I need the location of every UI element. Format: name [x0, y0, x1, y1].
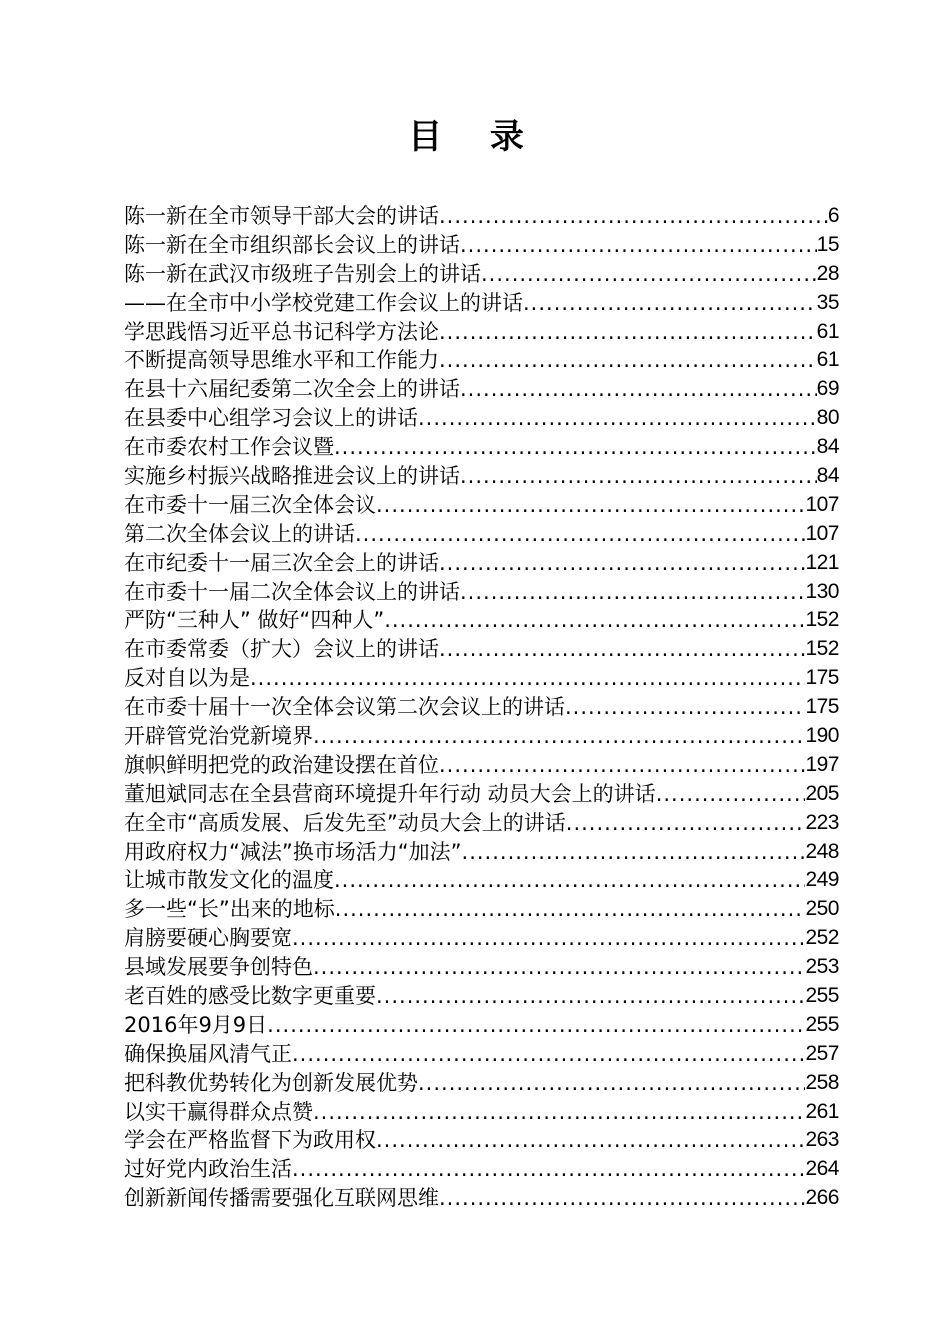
toc-entry[interactable]	[124, 722, 839, 751]
toc-entry-title: 在县委中心组学习会议上的讲话	[124, 406, 418, 431]
toc-entry[interactable]	[124, 1155, 839, 1184]
toc-entry-title: 开辟管党治党新境界	[124, 724, 313, 749]
dot-leader	[656, 780, 806, 809]
toc-entry[interactable]	[124, 693, 839, 722]
table-of-contents	[124, 202, 839, 1213]
toc-entry[interactable]	[124, 1069, 839, 1098]
dot-leader	[292, 1040, 805, 1069]
toc-entry[interactable]	[124, 751, 839, 780]
toc-entry-page-number: 15	[816, 232, 839, 256]
toc-entry-title: 让城市散发文化的温度	[124, 868, 334, 893]
toc-entry-page-number: 152	[805, 637, 839, 661]
toc-entry-title: 在市委十一届三次全体会议	[124, 492, 376, 517]
toc-entry-title: 严防“三种人” 做好“四种人”	[124, 608, 385, 633]
toc-entry[interactable]	[124, 866, 839, 895]
toc-entry-title: 陈一新在全市组织部长会议上的讲话	[124, 232, 460, 257]
toc-entry[interactable]	[124, 924, 839, 953]
toc-entry-page-number: 28	[816, 261, 839, 285]
toc-entry-page-number: 255	[805, 1012, 839, 1036]
toc-entry[interactable]	[124, 895, 839, 924]
dot-leader	[439, 318, 817, 347]
toc-entry[interactable]	[124, 578, 839, 607]
toc-entry[interactable]	[124, 491, 839, 520]
toc-entry-title: 学思践悟习近平总书记科学方法论	[124, 319, 439, 344]
dot-leader	[566, 809, 806, 838]
dot-leader	[439, 549, 805, 578]
toc-entry-page-number: 261	[805, 1099, 839, 1123]
toc-entry[interactable]	[124, 635, 839, 664]
toc-entry[interactable]	[124, 433, 839, 462]
toc-entry-title: 不断提高领导思维水平和工作能力	[124, 348, 439, 373]
toc-entry-title: 老百姓的感受比数字更重要	[124, 984, 376, 1009]
toc-entry-title: 把科教优势转化为创新发展优势	[124, 1070, 418, 1095]
toc-entry-page-number: 84	[816, 435, 839, 459]
dot-leader	[313, 1098, 805, 1127]
toc-entry[interactable]	[124, 404, 839, 433]
toc-entry-title: 陈一新在全市领导干部大会的讲话	[124, 203, 439, 228]
dot-leader	[418, 404, 817, 433]
dot-leader	[313, 722, 805, 751]
toc-entry-page-number: 190	[805, 724, 839, 748]
toc-entry-title: 过好党内政治生活	[124, 1157, 292, 1182]
toc-entry-page-number: 107	[805, 492, 839, 516]
dot-leader	[460, 375, 817, 404]
toc-entry-title: 肩膀要硬心胸要宽	[124, 926, 292, 951]
toc-entry-page-number: 255	[805, 984, 839, 1008]
dot-leader	[565, 693, 805, 722]
dot-leader	[376, 982, 805, 1011]
toc-entry-page-number: 266	[805, 1186, 839, 1210]
toc-entry[interactable]	[124, 838, 839, 867]
toc-entry-page-number: 264	[805, 1157, 839, 1181]
dot-leader	[335, 895, 806, 924]
toc-entry[interactable]	[124, 549, 839, 578]
toc-entry[interactable]	[124, 606, 839, 635]
toc-entry[interactable]	[124, 780, 839, 809]
toc-entry-page-number: 263	[805, 1128, 839, 1152]
toc-entry-title: 反对自以为是	[124, 666, 250, 691]
dot-leader	[292, 924, 805, 953]
toc-entry-title: 县域发展要争创特色	[124, 955, 313, 980]
toc-entry[interactable]	[124, 1040, 839, 1069]
toc-entry[interactable]	[124, 231, 839, 260]
toc-entry-title: 在市委十届十一次全体会议第二次会议上的讲话	[124, 695, 565, 720]
toc-entry[interactable]	[124, 462, 839, 491]
dot-leader	[439, 635, 805, 664]
toc-entry[interactable]	[124, 346, 839, 375]
toc-entry-page-number: 197	[805, 752, 839, 776]
page-title: 目 录	[408, 117, 542, 157]
toc-entry-page-number: 205	[805, 781, 839, 805]
dot-leader	[439, 751, 805, 780]
dot-leader	[460, 231, 817, 260]
toc-entry[interactable]	[124, 202, 839, 231]
toc-entry-title: 多一些“长”出来的地标	[124, 897, 335, 922]
toc-entry-title: 第二次全体会议上的讲话	[124, 521, 355, 546]
toc-entry-title: ——在全市中小学校党建工作会议上的讲话	[124, 290, 523, 315]
toc-entry[interactable]	[124, 953, 839, 982]
toc-entry-page-number: 80	[816, 406, 839, 430]
toc-entry-title: 在市委十一届二次全体会议上的讲话	[124, 579, 460, 604]
dot-leader	[418, 1069, 805, 1098]
toc-entry-title: 在全市“高质发展、后发先至”动员大会上的讲话	[124, 810, 566, 835]
toc-entry-page-number: 257	[805, 1041, 839, 1065]
toc-entry[interactable]	[124, 664, 839, 693]
toc-entry-page-number: 248	[805, 839, 839, 863]
toc-entry[interactable]	[124, 1127, 839, 1156]
dot-leader	[292, 1155, 805, 1184]
toc-entry-page-number: 61	[816, 319, 839, 343]
toc-entry-title: 在市委农村工作会议暨	[124, 435, 334, 460]
toc-entry[interactable]	[124, 318, 839, 347]
dot-leader	[460, 462, 817, 491]
dot-leader	[355, 520, 805, 549]
dot-leader	[376, 1126, 805, 1155]
toc-entry-title: 创新新闻传播需要强化互联网思维	[124, 1186, 439, 1211]
dot-leader	[460, 578, 805, 607]
toc-entry[interactable]	[124, 260, 839, 289]
toc-entry-title: 陈一新在武汉市级班子告别会上的讲话	[124, 261, 481, 286]
toc-entry[interactable]	[124, 289, 839, 318]
toc-entry-title: 董旭斌同志在全县营商环境提升年行动 动员大会上的讲话	[124, 781, 656, 806]
toc-entry-page-number: 35	[816, 290, 839, 314]
dot-leader	[250, 664, 805, 693]
dot-leader	[462, 838, 806, 867]
toc-entry[interactable]	[124, 375, 839, 404]
toc-entry-page-number: 84	[816, 464, 839, 487]
toc-entry[interactable]	[124, 1011, 839, 1040]
toc-entry-title: 学会在严格监督下为政用权	[124, 1128, 376, 1153]
dot-leader	[481, 260, 817, 289]
toc-entry-title: 用政府权力“减法”换市场活力“加法”	[124, 839, 462, 864]
toc-entry[interactable]	[124, 1184, 839, 1213]
dot-leader	[313, 953, 805, 982]
toc-entry-page-number: 252	[805, 926, 839, 950]
toc-entry-title: 2016年9月9日	[124, 1012, 268, 1037]
dot-leader	[334, 866, 805, 895]
toc-entry-page-number: 175	[805, 666, 839, 690]
toc-entry-page-number: 253	[805, 955, 839, 979]
dot-leader	[334, 433, 817, 462]
toc-entry[interactable]	[124, 1098, 839, 1127]
toc-entry-page-number: 249	[805, 868, 839, 892]
dot-leader	[384, 606, 805, 635]
toc-entry-title: 以实干赢得群众点赞	[124, 1099, 313, 1124]
toc-entry-page-number: 223	[805, 810, 839, 834]
toc-entry-title: 在市委常委（扩大）会议上的讲话	[124, 637, 439, 662]
toc-entry-title: 在市纪委十一届三次全会上的讲话	[124, 550, 439, 575]
toc-entry-page-number: 175	[805, 695, 839, 719]
toc-entry[interactable]	[124, 809, 839, 838]
toc-entry-page-number: 69	[816, 377, 839, 401]
dot-leader	[439, 346, 817, 375]
toc-entry-title: 实施乡村振兴战略推进会议上的讲话	[124, 464, 460, 488]
toc-entry-page-number: 61	[816, 348, 839, 372]
dot-leader	[439, 202, 828, 231]
dot-leader	[376, 491, 805, 520]
toc-entry-page-number: 250	[805, 897, 839, 921]
toc-entry-page-number: 152	[805, 608, 839, 632]
toc-entry-page-number: 130	[805, 579, 839, 603]
toc-entry-page-number: 258	[805, 1070, 839, 1094]
dot-leader	[267, 1011, 805, 1040]
toc-entry-page-number: 121	[805, 550, 839, 574]
toc-entry-title: 旗帜鲜明把党的政治建设摆在首位	[124, 752, 439, 777]
toc-entry-page-number: 107	[805, 521, 839, 545]
toc-entry-page-number: 6	[827, 203, 839, 227]
toc-entry-title: 在县十六届纪委第二次全会上的讲话	[124, 377, 460, 402]
toc-entry[interactable]	[124, 982, 839, 1011]
dot-leader	[439, 1184, 805, 1213]
dot-leader	[523, 289, 817, 318]
toc-entry-title: 确保换届风清气正	[124, 1041, 292, 1066]
toc-entry[interactable]	[124, 520, 839, 549]
